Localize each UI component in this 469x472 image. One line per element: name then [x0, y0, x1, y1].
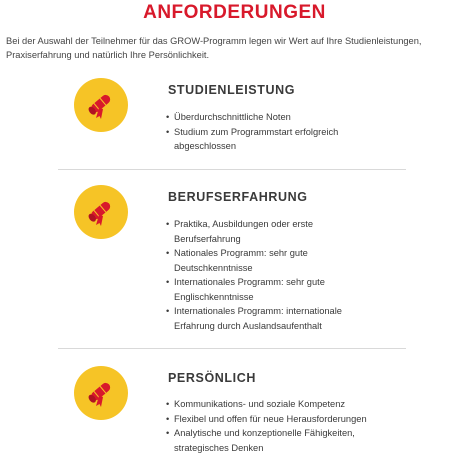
diploma-scroll-icon [74, 78, 128, 132]
section-title: STUDIENLEISTUNG [168, 83, 296, 97]
list-item: • Nationales Programm: sehr gute Deutschkenntnisse [166, 246, 376, 275]
list-item: • Internationales Programm: sehr gute Englischkenntnisse [166, 275, 376, 304]
section-list [166, 217, 376, 333]
list-item: • Flexibel und offen für neue Herausforderungen [166, 412, 406, 427]
divider [58, 169, 406, 170]
page-title: ANFORDERUNGEN [143, 2, 326, 23]
section-list [166, 110, 376, 154]
section-list [166, 397, 406, 455]
divider [58, 348, 406, 349]
list-item: • Überdurchschnittliche Noten [166, 110, 376, 125]
list-item: • Kommunikations- und soziale Kompetenz [166, 397, 406, 412]
section-title: PERSÖNLICH [168, 371, 256, 385]
list-item: • Analytische und konzeptionelle Fähigkeiten, strategisches Denken [166, 426, 406, 455]
diploma-scroll-icon [74, 366, 128, 420]
list-item: • Praktika, Ausbildungen oder erste Berufserfahrung [166, 217, 376, 246]
intro-text: Bei der Auswahl der Teilnehmer für das GROW-Programm legen wir Wert auf Ihre Studienleistungen, Praxiserfahrung und natürlich Ihre Persönlichkeit. [6, 36, 422, 60]
list-item: • Studium zum Programmstart erfolgreich abgeschlossen [166, 125, 376, 154]
diploma-scroll-icon [74, 185, 128, 239]
section-title: BERUFSERFAHRUNG [168, 190, 308, 204]
list-item: • Internationales Programm: internationale Erfahrung durch Auslandsaufenthalt [166, 304, 376, 333]
